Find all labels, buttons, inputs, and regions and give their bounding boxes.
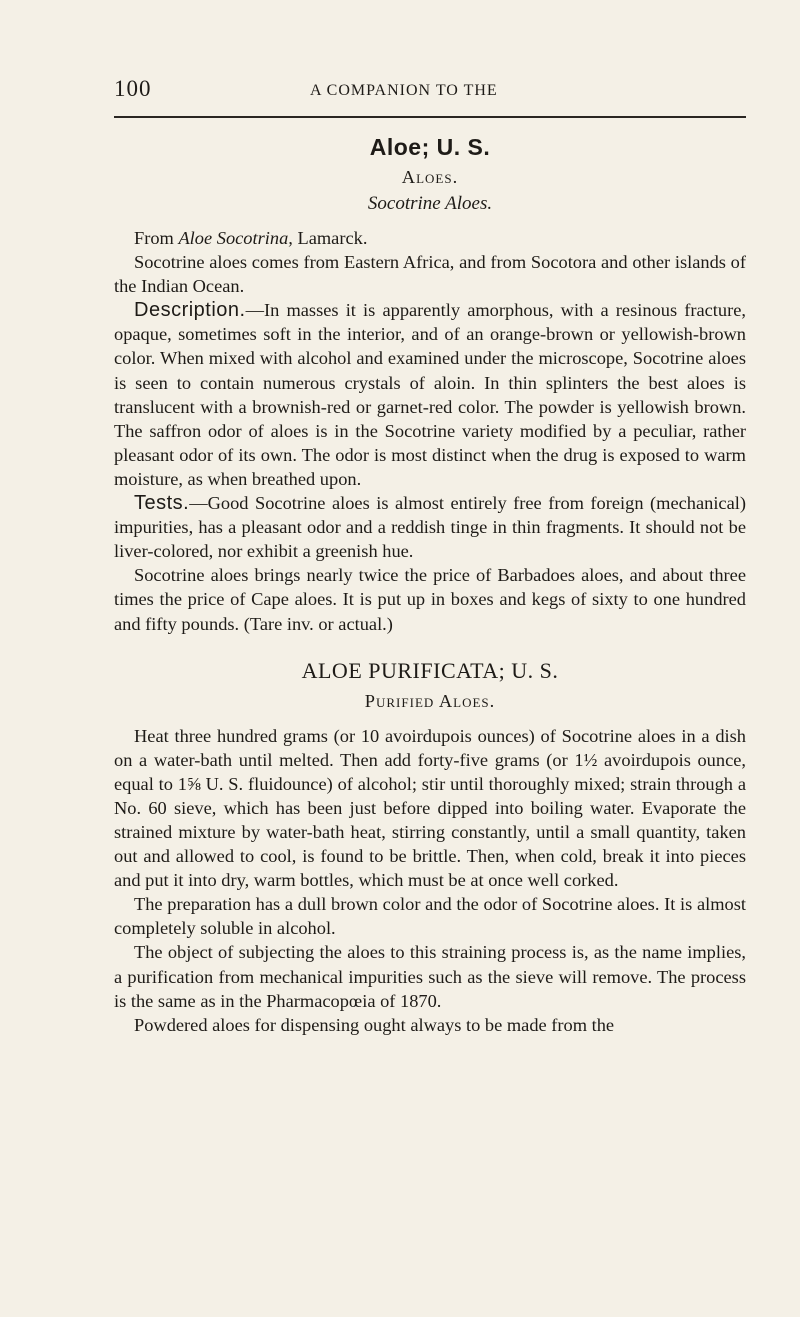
variety-heading: Socotrine Aloes. <box>367 193 493 214</box>
description-label: Description. <box>134 299 246 322</box>
powdered-paragraph: Powdered aloes for dispensing ought always to be made from the <box>134 1014 615 1035</box>
description-paragraph <box>114 298 746 491</box>
section-heading-aloe-purificata: ALOE PURIFICATA; U. S. <box>301 657 559 683</box>
page-number: 100 <box>114 76 152 101</box>
tests-label: Tests. <box>134 492 190 515</box>
section-subheading-purified-aloes: Purified Aloes. <box>364 690 496 711</box>
section-subheading-aloes: Aloes. <box>401 167 459 187</box>
tests-paragraph <box>114 491 746 563</box>
price-paragraph: Socotrine aloes brings nearly twice the price of Barbadoes aloes, and about three times the price of Cape aloes. It is put up in boxes and kegs of sixty to one hundred and fifty pounds. (Tare inv. or actual.) <box>114 565 746 634</box>
section-heading-aloe: Aloe; U. S. <box>369 134 491 160</box>
source-species: Aloe Socotrina, <box>178 228 293 248</box>
method-paragraph: Heat three hundred grams (or 10 avoirdupois ounces) of Socotrine aloes in a dish on a water-bath until melted. Then add forty-five grams (or 1½ avoirdupois ounce, equal to 1⅝ U. S. fluidounce) of alcohol; stir until thoroughly mixed; strain through a No. 60 sieve, which has been just before dipped into boiling water. Evaporate the strained mixture by water-bath heat, stirring constantly, until a small quantity, taken out and allowed to cool, is found to be brittle. Then, when cold, break it into pieces and put it into dry, warm bottles, which must be at once well corked. <box>114 725 746 891</box>
header-rule <box>114 116 746 118</box>
object-paragraph: The object of subjecting the aloes to this straining process is, as the name implies, a purification from mechanical impurities such as the sieve will remove. The process is the same as in the Pharmacopœia of 1870. <box>114 942 746 1011</box>
properties-paragraph: The preparation has a dull brown color and the odor of Socotrine aloes. It is almost completely soluble in alcohol. <box>114 894 746 939</box>
origin-paragraph: Socotrine aloes comes from Eastern Africa, and from Socotora and other islands of the Indian Ocean. <box>114 252 746 297</box>
tests-text: —Good Socotrine aloes is almost entirely free from foreign (mechanical) impurities, has a pleasant odor and a reddish tinge in thin fragments. It should not be liver-colored, nor exhibit a greenish hue. <box>114 493 746 562</box>
running-title: A COMPANION TO THE <box>310 82 498 99</box>
source-paragraph <box>114 226 746 250</box>
description-text: —In masses it is apparently amorphous, with a resinous fracture, opaque, sometimes soft in the interior, and of an orange-brown or yellowish-brown color. When mixed with alcohol and examined under the microscope, Socotrine aloes is seen to contain numerous crystals of aloin. In thin splinters the best aloes is translucent with a brownish-red or garnet-red color. The powder is yellowish brown. The saffron odor of aloes is in the Socotrine variety modified by a peculiar, rather pleasant odor of its own. The odor is most distinct when the drug is exposed to warm moisture, as when breathed upon. <box>114 300 746 489</box>
source-prefix: From <box>134 228 179 248</box>
page-body <box>114 130 746 1037</box>
running-head <box>114 76 746 106</box>
source-suffix: Lamarck. <box>292 228 368 248</box>
